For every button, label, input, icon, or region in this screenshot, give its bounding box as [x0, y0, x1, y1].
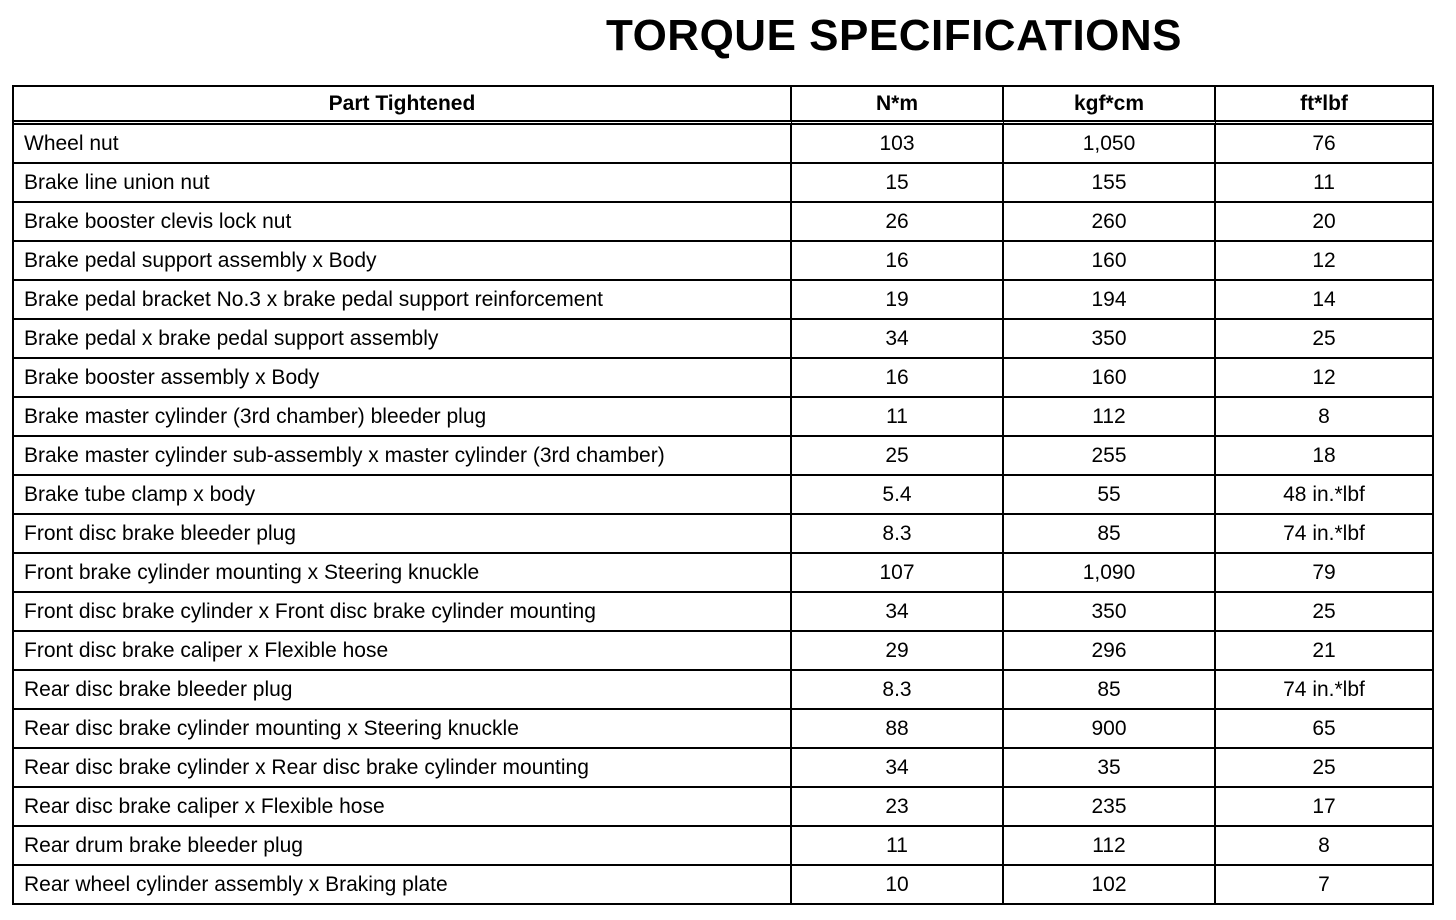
table-row	[14, 671, 1432, 710]
part-cell: Front disc brake bleeder plug	[14, 515, 792, 554]
kgfcm-cell: 260	[1004, 203, 1216, 242]
table-row	[14, 515, 1432, 554]
kgfcm-cell: 296	[1004, 632, 1216, 671]
nm-cell: 11	[792, 827, 1004, 866]
nm-cell: 29	[792, 632, 1004, 671]
torque-spec-table	[12, 85, 1434, 905]
part-cell: Rear disc brake cylinder x Rear disc brake cylinder mounting	[14, 749, 792, 788]
ftlbf-cell: 8	[1216, 827, 1432, 866]
ftlbf-cell: 12	[1216, 242, 1432, 281]
ftlbf-cell: 12	[1216, 359, 1432, 398]
nm-cell: 16	[792, 242, 1004, 281]
nm-cell: 5.4	[792, 476, 1004, 515]
kgfcm-cell: 1,050	[1004, 125, 1216, 164]
part-cell: Rear disc brake bleeder plug	[14, 671, 792, 710]
ftlbf-cell: 14	[1216, 281, 1432, 320]
nm-cell: 88	[792, 710, 1004, 749]
nm-cell: 10	[792, 866, 1004, 903]
table-row	[14, 125, 1432, 164]
table-row	[14, 320, 1432, 359]
nm-cell: 15	[792, 164, 1004, 203]
ftlbf-cell: 25	[1216, 593, 1432, 632]
part-cell: Brake tube clamp x body	[14, 476, 792, 515]
part-cell: Front brake cylinder mounting x Steering knuckle	[14, 554, 792, 593]
kgfcm-cell: 85	[1004, 671, 1216, 710]
table-row	[14, 632, 1432, 671]
kgfcm-cell: 85	[1004, 515, 1216, 554]
kgfcm-cell: 255	[1004, 437, 1216, 476]
kgfcm-cell: 160	[1004, 242, 1216, 281]
part-cell: Brake pedal bracket No.3 x brake pedal support reinforcement	[14, 281, 792, 320]
part-cell: Brake line union nut	[14, 164, 792, 203]
table-row	[14, 788, 1432, 827]
ftlbf-cell: 18	[1216, 437, 1432, 476]
table-row	[14, 398, 1432, 437]
ftlbf-cell: 20	[1216, 203, 1432, 242]
nm-cell: 26	[792, 203, 1004, 242]
kgfcm-cell: 900	[1004, 710, 1216, 749]
ftlbf-cell: 11	[1216, 164, 1432, 203]
column-header-ftlbf: ft*lbf	[1216, 87, 1432, 125]
table-row	[14, 866, 1432, 903]
part-cell: Brake pedal support assembly x Body	[14, 242, 792, 281]
part-cell: Rear disc brake cylinder mounting x Steering knuckle	[14, 710, 792, 749]
nm-cell: 19	[792, 281, 1004, 320]
ftlbf-cell: 76	[1216, 125, 1432, 164]
part-cell: Front disc brake cylinder x Front disc brake cylinder mounting	[14, 593, 792, 632]
kgfcm-cell: 112	[1004, 827, 1216, 866]
table-row	[14, 593, 1432, 632]
table-row	[14, 749, 1432, 788]
page-title: TORQUE SPECIFICATIONS	[606, 11, 1183, 60]
part-cell: Brake booster clevis lock nut	[14, 203, 792, 242]
nm-cell: 23	[792, 788, 1004, 827]
ftlbf-cell: 65	[1216, 710, 1432, 749]
kgfcm-cell: 155	[1004, 164, 1216, 203]
part-cell: Brake pedal x brake pedal support assembly	[14, 320, 792, 359]
kgfcm-cell: 235	[1004, 788, 1216, 827]
column-header-nm: N*m	[792, 87, 1004, 125]
kgfcm-cell: 160	[1004, 359, 1216, 398]
nm-cell: 34	[792, 593, 1004, 632]
kgfcm-cell: 35	[1004, 749, 1216, 788]
part-cell: Brake master cylinder sub-assembly x master cylinder (3rd chamber)	[14, 437, 792, 476]
ftlbf-cell: 17	[1216, 788, 1432, 827]
table-row	[14, 827, 1432, 866]
nm-cell: 34	[792, 320, 1004, 359]
kgfcm-cell: 112	[1004, 398, 1216, 437]
ftlbf-cell: 8	[1216, 398, 1432, 437]
part-cell: Brake booster assembly x Body	[14, 359, 792, 398]
ftlbf-cell: 21	[1216, 632, 1432, 671]
part-cell: Front disc brake caliper x Flexible hose	[14, 632, 792, 671]
table-row	[14, 242, 1432, 281]
table-row	[14, 203, 1432, 242]
ftlbf-cell: 25	[1216, 320, 1432, 359]
part-cell: Rear drum brake bleeder plug	[14, 827, 792, 866]
kgfcm-cell: 102	[1004, 866, 1216, 903]
table-row	[14, 281, 1432, 320]
nm-cell: 16	[792, 359, 1004, 398]
nm-cell: 8.3	[792, 515, 1004, 554]
column-header-part: Part Tightened	[14, 87, 792, 125]
kgfcm-cell: 55	[1004, 476, 1216, 515]
ftlbf-cell: 48 in.*lbf	[1216, 476, 1432, 515]
table-row	[14, 710, 1432, 749]
part-cell: Rear wheel cylinder assembly x Braking plate	[14, 866, 792, 903]
kgfcm-cell: 194	[1004, 281, 1216, 320]
nm-cell: 11	[792, 398, 1004, 437]
kgfcm-cell: 350	[1004, 320, 1216, 359]
table-row	[14, 554, 1432, 593]
nm-cell: 25	[792, 437, 1004, 476]
table-header-row	[14, 87, 1432, 125]
ftlbf-cell: 74 in.*lbf	[1216, 671, 1432, 710]
ftlbf-cell: 79	[1216, 554, 1432, 593]
kgfcm-cell: 350	[1004, 593, 1216, 632]
nm-cell: 34	[792, 749, 1004, 788]
table-row	[14, 476, 1432, 515]
kgfcm-cell: 1,090	[1004, 554, 1216, 593]
part-cell: Rear disc brake caliper x Flexible hose	[14, 788, 792, 827]
part-cell: Wheel nut	[14, 125, 792, 164]
ftlbf-cell: 7	[1318, 872, 1330, 896]
nm-cell: 103	[792, 125, 1004, 164]
ftlbf-cell: 74 in.*lbf	[1216, 515, 1432, 554]
part-cell: Brake master cylinder (3rd chamber) bleeder plug	[14, 398, 792, 437]
table-row	[14, 164, 1432, 203]
nm-cell: 107	[792, 554, 1004, 593]
table-row	[14, 359, 1432, 398]
column-header-kgfcm: kgf*cm	[1004, 87, 1216, 125]
table-row	[14, 437, 1432, 476]
nm-cell: 8.3	[792, 671, 1004, 710]
ftlbf-cell: 25	[1216, 749, 1432, 788]
